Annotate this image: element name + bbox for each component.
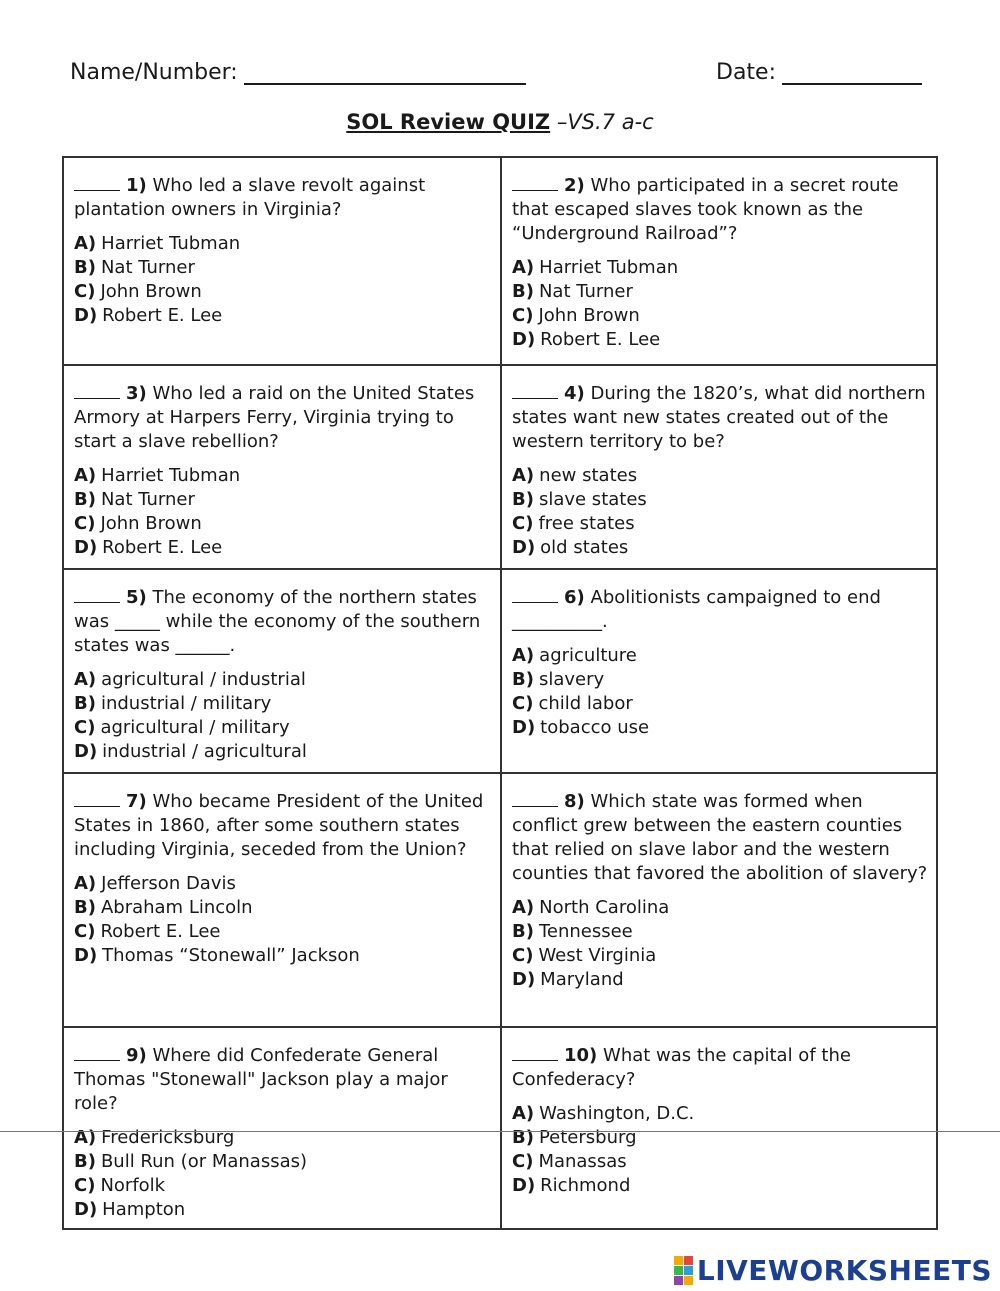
- option-text: industrial / agricultural: [102, 741, 307, 762]
- option-text: Robert E. Lee: [102, 305, 223, 326]
- question-prompt: Who participated in a secret route that escaped slaves took known as the “Underground Railroad”?: [512, 175, 899, 244]
- option-letter: D): [512, 969, 536, 990]
- answer-option: [74, 896, 490, 920]
- question-cell: [502, 772, 938, 1026]
- question-number: 8): [564, 791, 585, 812]
- option-letter: B): [74, 1151, 96, 1172]
- answer-option: [512, 1150, 928, 1174]
- liveworksheets-logo-icon: [674, 1256, 693, 1285]
- option-letter: C): [74, 513, 96, 534]
- answer-option: [74, 1126, 490, 1150]
- answer-option: [512, 968, 928, 992]
- question-number: 5): [126, 587, 147, 608]
- option-text: Washington, D.C.: [539, 1103, 695, 1124]
- question-number: 10): [564, 1045, 598, 1066]
- name-number-input-line[interactable]: [244, 61, 526, 85]
- question-text: [74, 584, 490, 658]
- answer-option: [74, 488, 490, 512]
- option-letter: B): [512, 669, 534, 690]
- answer-option: [74, 872, 490, 896]
- option-letter: B): [74, 897, 96, 918]
- answer-option: [74, 692, 490, 716]
- question-text: [512, 584, 928, 634]
- answer-option: [512, 716, 928, 740]
- option-text: old states: [540, 537, 629, 558]
- option-text: new states: [539, 465, 638, 486]
- option-text: West Virginia: [538, 945, 657, 966]
- answer-option: [74, 740, 490, 764]
- option-letter: A): [512, 465, 535, 486]
- answer-option: [74, 1174, 490, 1198]
- answer-option: [512, 536, 928, 560]
- option-letter: A): [74, 465, 97, 486]
- option-letter: D): [512, 1175, 536, 1196]
- answer-option: [74, 1198, 490, 1222]
- question-number: 2): [564, 175, 585, 196]
- option-text: agriculture: [539, 645, 637, 666]
- option-text: Norfolk: [100, 1175, 166, 1196]
- question-text: [74, 380, 490, 454]
- answer-option: [512, 464, 928, 488]
- option-text: Harriet Tubman: [101, 465, 241, 486]
- option-letter: C): [74, 281, 96, 302]
- answer-blank[interactable]: [74, 380, 120, 399]
- question-text: [512, 788, 928, 886]
- option-letter: C): [74, 717, 96, 738]
- option-text: Harriet Tubman: [539, 257, 679, 278]
- question-cell: [502, 158, 938, 364]
- option-text: John Brown: [538, 305, 640, 326]
- answer-option: [512, 512, 928, 536]
- date-field[interactable]: [716, 60, 922, 85]
- option-text: North Carolina: [539, 897, 670, 918]
- answer-option: [512, 644, 928, 668]
- question-prompt: Who led a raid on the United States Armory at Harpers Ferry, Virginia trying to start a slave rebellion?: [74, 383, 475, 452]
- option-letter: D): [74, 1199, 98, 1220]
- answer-blank[interactable]: [74, 172, 120, 191]
- option-letter: D): [74, 945, 98, 966]
- option-letter: A): [74, 1127, 97, 1148]
- option-letter: A): [74, 233, 97, 254]
- answer-option: [512, 896, 928, 920]
- title-subtitle: –VS.7 a-c: [550, 110, 654, 134]
- option-letter: D): [512, 329, 536, 350]
- answer-option: [74, 512, 490, 536]
- answer-option: [74, 232, 490, 256]
- answer-option: [512, 304, 928, 328]
- option-text: Nat Turner: [538, 281, 633, 302]
- option-text: industrial / military: [100, 693, 272, 714]
- answer-blank[interactable]: [74, 788, 120, 807]
- option-letter: A): [512, 257, 535, 278]
- option-text: Harriet Tubman: [101, 233, 241, 254]
- page-title: [0, 110, 1000, 134]
- option-letter: B): [512, 921, 534, 942]
- answer-option: [74, 280, 490, 304]
- option-text: Maryland: [540, 969, 624, 990]
- option-letter: D): [512, 717, 536, 738]
- option-letter: C): [512, 693, 534, 714]
- option-text: slave states: [538, 489, 647, 510]
- answer-option: [512, 280, 928, 304]
- title-main: SOL Review QUIZ: [346, 110, 551, 134]
- option-text: John Brown: [100, 281, 202, 302]
- question-text: [512, 380, 928, 454]
- question-prompt: The economy of the northern states was _____ while the economy of the southern states was ______.: [74, 587, 481, 656]
- answer-option: [512, 256, 928, 280]
- question-text: [74, 1042, 490, 1116]
- option-text: Robert E. Lee: [100, 921, 221, 942]
- answer-option: [512, 944, 928, 968]
- liveworksheets-watermark: [674, 1254, 992, 1287]
- answer-option: [74, 920, 490, 944]
- option-letter: B): [512, 1127, 534, 1148]
- option-letter: D): [74, 741, 98, 762]
- option-letter: B): [512, 281, 534, 302]
- option-letter: A): [74, 669, 97, 690]
- question-number: 6): [564, 587, 585, 608]
- question-grid: [62, 156, 938, 1230]
- option-text: Thomas “Stonewall” Jackson: [102, 945, 360, 966]
- option-letter: C): [74, 1175, 96, 1196]
- question-cell: [64, 568, 502, 772]
- question-number: 4): [564, 383, 585, 404]
- answer-option: [512, 1126, 928, 1150]
- question-text: [74, 172, 490, 222]
- question-text: [512, 172, 928, 246]
- option-letter: A): [512, 1103, 535, 1124]
- option-text: Fredericksburg: [101, 1127, 235, 1148]
- option-letter: C): [512, 305, 534, 326]
- answer-blank[interactable]: [74, 584, 120, 603]
- option-text: Robert E. Lee: [102, 537, 223, 558]
- option-letter: D): [74, 305, 98, 326]
- question-number: 9): [126, 1045, 147, 1066]
- answer-option: [74, 536, 490, 560]
- question-number: 7): [126, 791, 147, 812]
- option-letter: B): [512, 489, 534, 510]
- question-cell: [64, 364, 502, 568]
- option-letter: D): [74, 537, 98, 558]
- option-text: Tennessee: [538, 921, 633, 942]
- question-prompt: During the 1820’s, what did northern states want new states created out of the western territory to be?: [512, 383, 926, 452]
- answer-option: [512, 668, 928, 692]
- option-text: agricultural / military: [100, 717, 290, 738]
- question-text: [512, 1042, 928, 1092]
- question-prompt: Who became President of the United States in 1860, after some southern states including Virginia, seceded from the Union?: [74, 791, 484, 860]
- answer-option: [74, 464, 490, 488]
- answer-option: [512, 1174, 928, 1198]
- question-prompt: Who led a slave revolt against plantation owners in Virginia?: [74, 175, 426, 220]
- option-text: Abraham Lincoln: [100, 897, 253, 918]
- question-cell: [64, 772, 502, 1026]
- question-prompt: Abolitionists campaigned to end __________.: [512, 587, 881, 632]
- date-input-line[interactable]: [782, 61, 922, 85]
- option-letter: B): [74, 693, 96, 714]
- option-letter: C): [74, 921, 96, 942]
- option-text: free states: [538, 513, 635, 534]
- answer-option: [74, 668, 490, 692]
- answer-option: [512, 692, 928, 716]
- watermark-text: LIVEWORKSHEETS: [696, 1254, 992, 1287]
- name-number-label: Name/Number:: [70, 60, 238, 85]
- option-text: Petersburg: [538, 1127, 637, 1148]
- option-letter: B): [74, 257, 96, 278]
- question-cell: [502, 1026, 938, 1228]
- answer-blank[interactable]: [512, 172, 558, 191]
- option-text: Manassas: [538, 1151, 627, 1172]
- answer-blank[interactable]: [512, 380, 558, 399]
- option-text: Nat Turner: [100, 257, 195, 278]
- option-letter: D): [512, 537, 536, 558]
- question-prompt: Where did Confederate General Thomas "Stonewall" Jackson play a major role?: [74, 1045, 448, 1114]
- option-letter: B): [74, 489, 96, 510]
- answer-option: [74, 256, 490, 280]
- option-text: child labor: [538, 693, 633, 714]
- option-text: slavery: [538, 669, 605, 690]
- question-cell: [502, 568, 938, 772]
- question-cell: [64, 1026, 502, 1228]
- answer-option: [512, 488, 928, 512]
- answer-blank[interactable]: [512, 1042, 558, 1061]
- option-letter: A): [512, 897, 535, 918]
- answer-blank[interactable]: [512, 788, 558, 807]
- name-number-field[interactable]: [70, 60, 526, 85]
- option-text: agricultural / industrial: [101, 669, 306, 690]
- answer-option: [74, 716, 490, 740]
- option-letter: A): [512, 645, 535, 666]
- option-letter: A): [74, 873, 97, 894]
- question-text: [74, 788, 490, 862]
- answer-option: [74, 944, 490, 968]
- date-label: Date:: [716, 60, 776, 85]
- option-text: Richmond: [540, 1175, 631, 1196]
- answer-option: [512, 328, 928, 352]
- answer-blank[interactable]: [74, 1042, 120, 1061]
- question-prompt: What was the capital of the Confederacy?: [512, 1045, 851, 1090]
- answer-option: [74, 304, 490, 328]
- option-text: tobacco use: [540, 717, 650, 738]
- question-number: 1): [126, 175, 147, 196]
- option-text: Jefferson Davis: [101, 873, 236, 894]
- question-cell: [502, 364, 938, 568]
- answer-option: [74, 1150, 490, 1174]
- question-cell: [64, 158, 502, 364]
- scan-line-divider: [0, 1131, 1000, 1132]
- option-letter: C): [512, 1151, 534, 1172]
- answer-option: [512, 920, 928, 944]
- option-text: Bull Run (or Manassas): [100, 1151, 308, 1172]
- option-text: Nat Turner: [100, 489, 195, 510]
- option-text: Robert E. Lee: [540, 329, 661, 350]
- option-text: Hampton: [102, 1199, 186, 1220]
- question-prompt: Which state was formed when conflict grew between the eastern counties that relied on slave labor and the western counties that favored the abolition of slavery?: [512, 791, 928, 884]
- answer-blank[interactable]: [512, 584, 558, 603]
- answer-option: [512, 1102, 928, 1126]
- option-letter: C): [512, 513, 534, 534]
- question-number: 3): [126, 383, 147, 404]
- option-letter: C): [512, 945, 534, 966]
- option-text: John Brown: [100, 513, 202, 534]
